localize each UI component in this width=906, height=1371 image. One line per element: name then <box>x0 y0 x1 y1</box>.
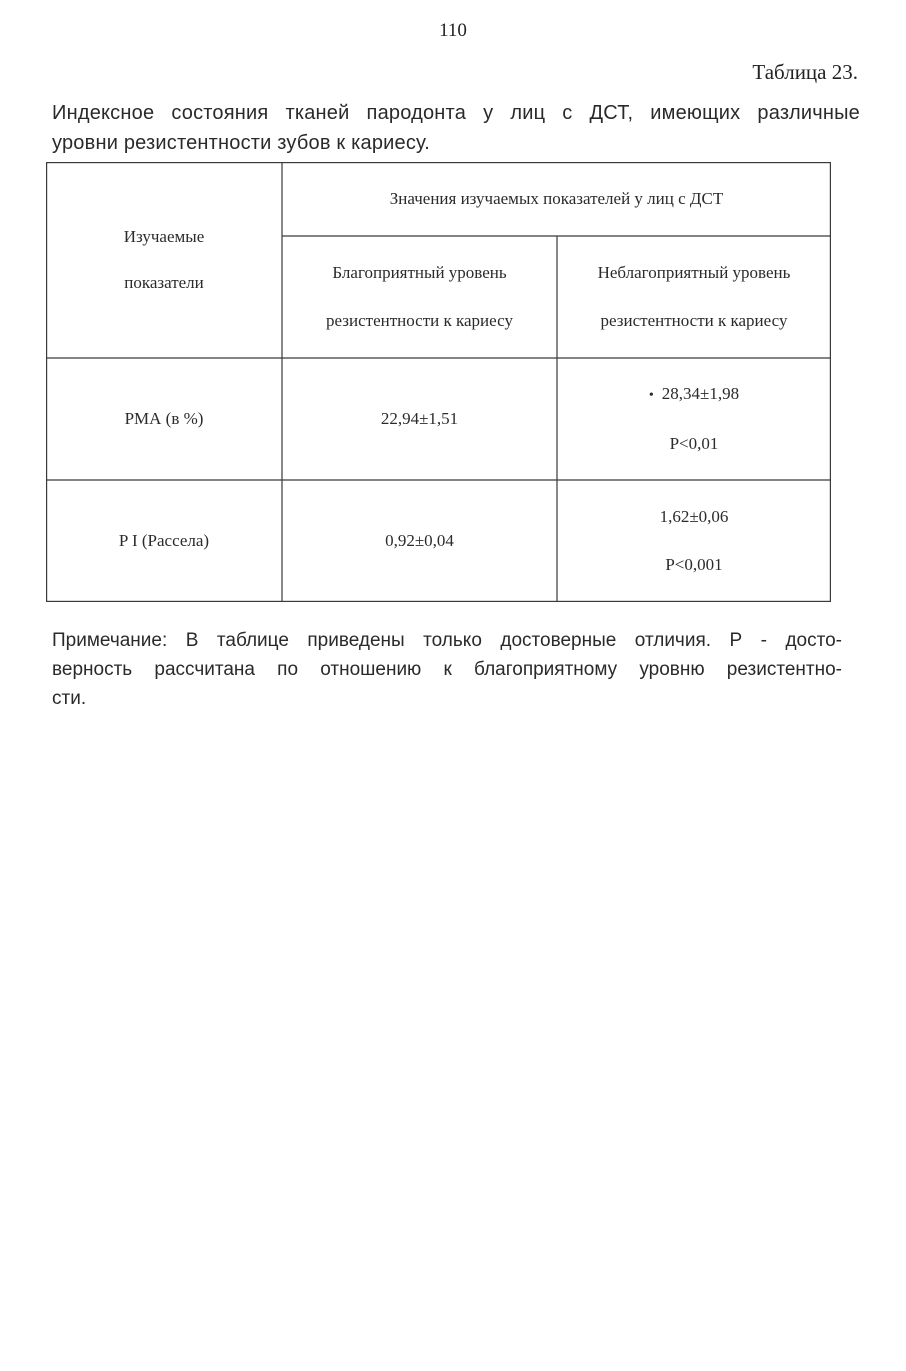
table-row-indicator <box>46 358 282 480</box>
note-line: верность рассчитана по отношению к благоприятному уровню резистентно- <box>52 659 842 680</box>
note-line: сти. <box>52 688 87 709</box>
title-line: уровни резистентности зубов к кариесу. <box>52 132 431 154</box>
p-value: P<0,001 <box>665 555 723 574</box>
table-note <box>52 626 842 713</box>
unfavorable-value-wrap <box>649 370 739 420</box>
header-unfavorable-line: Неблагоприятный уровень <box>597 263 791 282</box>
data-table <box>46 162 831 602</box>
header-group-text: Значения изучаемых показателей у лиц с ДСТ <box>389 189 724 208</box>
header-indicators-line: показатели <box>124 273 204 292</box>
header-indicators <box>46 162 282 358</box>
p-value: P<0,01 <box>669 434 719 453</box>
table-title <box>52 98 860 158</box>
table-row-unfavorable <box>557 358 831 480</box>
title-line: Индексное состояния тканей пародонта у лиц с ДСТ, имеющих различные <box>52 102 860 124</box>
indicator-label: РМА (в %) <box>124 409 204 428</box>
header-unfavorable-line: резистентности к кариесу <box>600 311 788 330</box>
favorable-value: 22,94±1,51 <box>380 409 459 428</box>
favorable-value: 0,92±0,04 <box>385 531 454 550</box>
header-group <box>282 162 831 236</box>
table-label: Таблица 23. <box>752 60 858 84</box>
unfavorable-value: 1,62±0,06 <box>659 507 729 526</box>
header-unfavorable <box>557 236 831 358</box>
table-row-favorable <box>282 480 557 602</box>
speck-mark: • <box>648 388 654 403</box>
table-row-unfavorable <box>557 480 831 602</box>
header-indicators-line: Изучаемые <box>123 227 205 246</box>
table-row-indicator <box>46 480 282 602</box>
unfavorable-value: 28,34±1,98 <box>661 384 740 403</box>
table-row-favorable <box>282 358 557 480</box>
note-line: Примечание: В таблице приведены только достоверные отличия. Р - досто- <box>52 630 842 651</box>
header-favorable <box>282 236 557 358</box>
header-favorable-line: резистентности к кариесу <box>326 311 513 330</box>
page-number: 110 <box>439 20 467 41</box>
indicator-label: P I (Рассела) <box>118 531 210 550</box>
header-favorable-line: Благоприятный уровень <box>332 263 507 282</box>
